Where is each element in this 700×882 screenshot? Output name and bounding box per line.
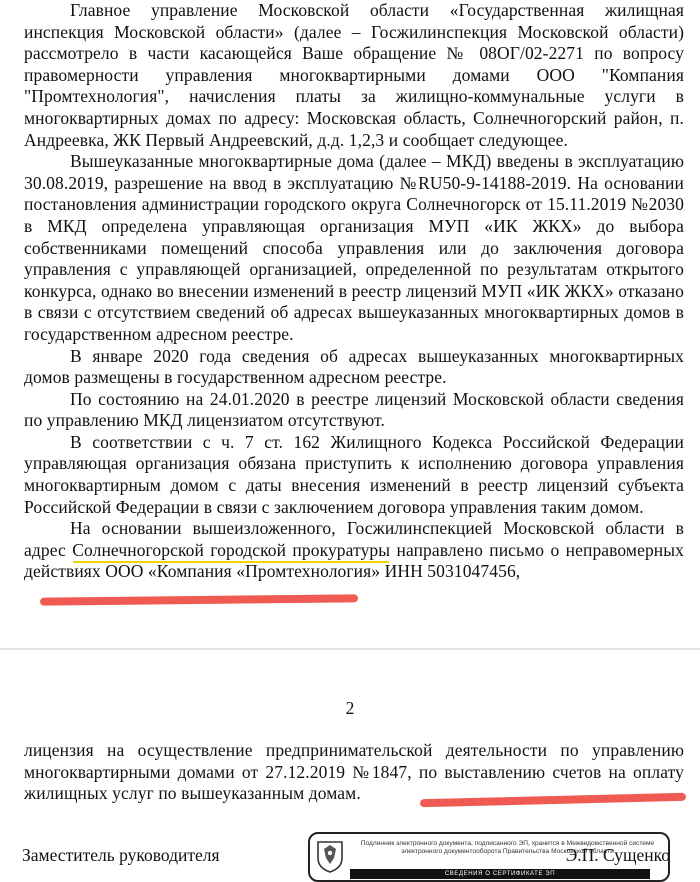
paragraph-license-registry: По состоянию на 24.01.2020 в реестре лицензий Московской области сведения по управлению МКД лицензиатом отсутствуют. [24,388,684,431]
paragraph-address-registry: В январе 2020 года сведения об адресах вышеуказанных многоквартирных домов размещены в государственном адресном реестре. [24,345,684,388]
paragraph-continuation: лицензия на осуществление предпринимательской деятельности по управлению многоквартирными домами от 27.12.2019 №1847, по выставлению счетов на оплату жилищных услуг по вышеуказанным домам. [24,740,684,804]
page-break-divider [0,648,700,650]
page-number: 2 [345,698,355,718]
signer-position: Заместитель руководителя [22,845,220,865]
paragraph-mkd: Вышеуказанные многоквартирные дома (далее – МКД) введены в эксплуатацию 30.08.2019, разрешение на ввод в эксплуатацию №RU50-9-14188-2019. На основании постановления администрации городского округа Солнечногорск от 15.11.2019 №2030 в МКД определена управляющая организация МУП «ИК ЖКХ» до выбора собственниками помещений способа управления или до заключения договора управления с управляющей организацией, определенной по результатам открытого конкурса, однако во внесении изменений в реестр лицензий МУП «ИК ЖКХ» отказано в связи с отсутствием сведений об адресах вышеуказанных многоквартирных домов в государственном адресном реестре. [24,151,684,344]
highlighted-prosecutor-office: Солнечногорской городской прокуратуры [72,539,391,560]
signer-name: Э.П. Сущенко [565,845,670,865]
stamp-certificate-header: СВЕДЕНИЯ О СЕРТИФИКАТЕ ЭП [350,869,650,879]
letter-page-1 [24,0,684,640]
paragraph-housing-code: В соответствии с ч. 7 ст. 162 Жилищного Кодекса Российской Федерации управляющая организация обязана приступить к исполнению договора управления многоквартирным домом с даты внесения изменений в реестр лицензий субъекта Российской Федерации в связи с заключением договора управления таким домом. [24,431,684,517]
coat-of-arms-icon [316,840,344,874]
stamp-caption: Подлинник электронного документа, подписанного ЭП, хранится в Межведомственной системе электронного документооборота Правительства Московской области [360,840,655,855]
paragraph-prosecutor [24,518,684,583]
paragraph-prosecutor-start: На основании вышеизложенного, Госжилинспекцией Московской области в адрес [24,518,684,560]
paragraph-prosecutor-end: направлено письмо о неправомерных действиях ООО «Компания «Промтехнология» ИНН 5031047456, [24,539,684,582]
paragraph-intro: Главное управление Московской области «Государственная жилищная инспекция Московской области» (далее – Госжилинспекция Московской области) рассмотрело в части касающейся Ваше обращение № 08ОГ/02-2271 по вопросу правомерности управления многоквартирными домами ООО "Компания "Промтехнология", начисления платы за жилищно-коммунальные услуги в многоквартирных домах по адресу: Московская область, Солнечногорский район, п. Андреевка, ЖК Первый Андреевский, д.д. 1,2,3 и сообщает следующее. [24,0,684,150]
